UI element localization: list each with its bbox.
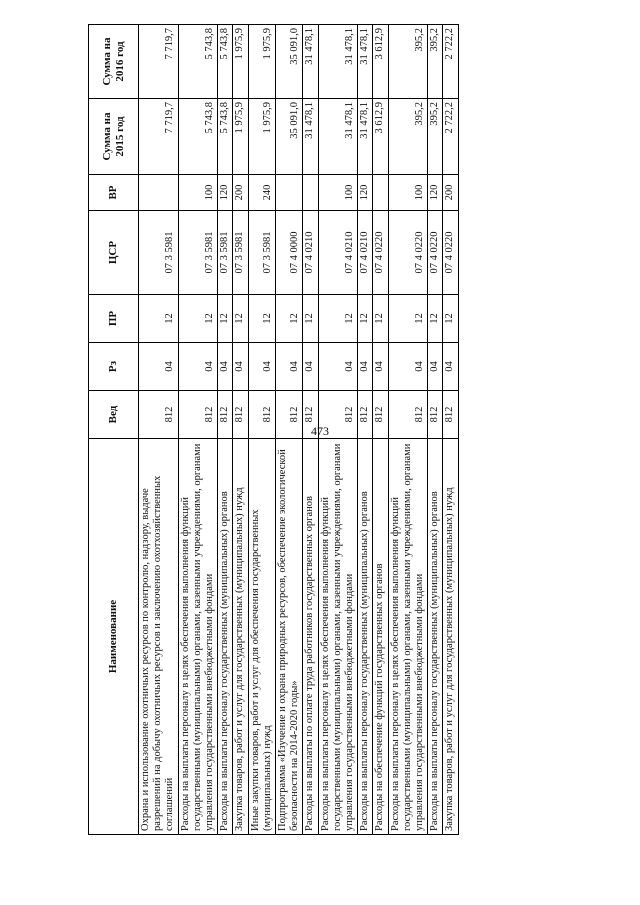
cell-name: Закупка товаров, работ и услуг для государственных (муниципальных) нужд [233,439,248,835]
cell-sum-2015: 1 975,9 [233,99,248,175]
cell-sum-2016: 35 091,0 [276,25,303,99]
cell-sum-2015: 5 743,8 [218,99,233,175]
cell-rz: 04 [358,343,373,391]
table-row [276,25,303,835]
cell-vr: 120 [218,175,233,211]
cell-sum-2015: 3 612,9 [373,99,388,175]
cell-vr: 100 [178,175,218,211]
cell-sum-2016: 2 722,2 [443,25,458,99]
table-row [178,25,218,835]
budget-table [88,24,459,835]
cell-name: Расходы на выплаты персоналу в целях обеспечения выполнения функций государственными (муниципальными) органами, казенными учреждениями, органами управления государственными внебюджетными фондами [388,439,428,835]
cell-rz: 04 [303,343,318,391]
cell-vr: 100 [388,175,428,211]
table-row [233,25,248,835]
cell-csr: 07 4 0220 [428,211,443,295]
cell-csr: 07 4 0220 [443,211,458,295]
table-row [248,25,275,835]
table-row [218,25,233,835]
header-sum-2016: Сумма на 2016 год [89,25,139,99]
cell-sum-2016: 1 975,9 [248,25,275,99]
table-row [388,25,428,835]
cell-ved: 812 [233,391,248,439]
cell-ved: 812 [218,391,233,439]
cell-csr: 07 4 0000 [276,211,303,295]
cell-pr: 12 [318,295,358,343]
cell-sum-2015: 31 478,1 [358,99,373,175]
cell-csr: 07 4 0210 [303,211,318,295]
cell-ved: 812 [443,391,458,439]
cell-vr [139,175,179,211]
cell-ved: 812 [248,391,275,439]
cell-pr: 12 [139,295,179,343]
cell-sum-2016: 395,2 [388,25,428,99]
cell-vr: 120 [358,175,373,211]
header-sum-2015: Сумма на 2015 год [89,99,139,175]
cell-pr: 12 [248,295,275,343]
cell-ved: 812 [428,391,443,439]
cell-sum-2016: 31 478,1 [318,25,358,99]
table-header-row [89,25,139,835]
cell-sum-2016: 31 478,1 [303,25,318,99]
cell-name: Расходы на выплаты по оплате труда работников государственных органов [303,439,318,835]
cell-sum-2016: 31 478,1 [358,25,373,99]
cell-csr: 07 4 0210 [358,211,373,295]
table-row [373,25,388,835]
cell-ved: 812 [178,391,218,439]
cell-vr [276,175,303,211]
table-body [139,25,459,835]
cell-name: Расходы на выплаты персоналу в целях обеспечения выполнения функций государственными (муниципальными) органами, казенными учреждениями, органами управления государственными внебюджетными фондами [178,439,218,835]
cell-ved: 812 [388,391,428,439]
cell-vr: 100 [318,175,358,211]
table-row [139,25,179,835]
cell-ved: 812 [358,391,373,439]
cell-sum-2016: 395,2 [428,25,443,99]
cell-pr: 12 [428,295,443,343]
cell-csr: 07 4 0220 [388,211,428,295]
cell-ved: 812 [139,391,179,439]
cell-rz: 04 [428,343,443,391]
cell-sum-2015: 35 091,0 [276,99,303,175]
cell-rz: 04 [233,343,248,391]
cell-ved: 812 [276,391,303,439]
cell-rz: 04 [178,343,218,391]
cell-rz: 04 [388,343,428,391]
table-row [443,25,458,835]
cell-name: Подпрограмма «Изучение и охрана природных ресурсов, обеспечение экологической безопасности на 2014-2020 годы» [276,439,303,835]
cell-sum-2016: 1 975,9 [233,25,248,99]
cell-name: Расходы на выплаты персоналу в целях обеспечения выполнения функций государственными (муниципальными) органами, казенными учреждениями, органами управления государственными внебюджетными фондами [318,439,358,835]
cell-rz: 04 [248,343,275,391]
table-row [428,25,443,835]
cell-rz: 04 [318,343,358,391]
cell-csr: 07 3 5981 [139,211,179,295]
cell-pr: 12 [303,295,318,343]
cell-name: Охрана и использование охотничьих ресурсов по контролю, надзору, выдаче разрешений на добычу охотничьих ресурсов и заключению охотхозяйственных соглашений [139,439,179,835]
cell-sum-2015: 31 478,1 [303,99,318,175]
cell-vr: 240 [248,175,275,211]
cell-sum-2016: 3 612,9 [373,25,388,99]
cell-csr: 07 3 5981 [248,211,275,295]
cell-vr: 200 [233,175,248,211]
cell-vr [303,175,318,211]
cell-csr: 07 4 0210 [318,211,358,295]
cell-sum-2015: 2 722,2 [443,99,458,175]
cell-pr: 12 [358,295,373,343]
table-row [318,25,358,835]
cell-sum-2015: 31 478,1 [318,99,358,175]
cell-csr: 07 3 5981 [218,211,233,295]
cell-rz: 04 [218,343,233,391]
cell-ved: 812 [318,391,358,439]
cell-csr: 07 4 0220 [373,211,388,295]
header-name: Наименование [89,439,139,835]
cell-pr: 12 [233,295,248,343]
header-ved: Вед [89,391,139,439]
header-vr: ВР [89,175,139,211]
cell-sum-2015: 1 975,9 [248,99,275,175]
cell-sum-2016: 5 743,8 [178,25,218,99]
cell-name: Расходы на выплаты персоналу государственных (муниципальных) органов [218,439,233,835]
cell-name: Расходы на обеспечение функций государственных органов [373,439,388,835]
cell-vr [373,175,388,211]
cell-rz: 04 [276,343,303,391]
cell-pr: 12 [443,295,458,343]
page-number: 473 [311,424,329,438]
cell-sum-2015: 395,2 [428,99,443,175]
cell-pr: 12 [276,295,303,343]
cell-name: Закупка товаров, работ и услуг для государственных (муниципальных) нужд [443,439,458,835]
table-row [303,25,318,835]
cell-sum-2015: 395,2 [388,99,428,175]
cell-vr: 120 [428,175,443,211]
cell-ved: 812 [373,391,388,439]
cell-sum-2016: 5 743,8 [218,25,233,99]
cell-rz: 04 [373,343,388,391]
cell-ved: 812 [303,391,318,439]
header-pr: ПР [89,295,139,343]
header-rz: Рз [89,343,139,391]
cell-rz: 04 [443,343,458,391]
table-row [358,25,373,835]
cell-name: Иные закупки товаров, работ и услуг для обеспечения государственных (муниципальных) нужд [248,439,275,835]
cell-csr: 07 3 5981 [178,211,218,295]
cell-sum-2015: 7 719,7 [139,99,179,175]
budget-table-container [88,25,578,835]
cell-pr: 12 [218,295,233,343]
cell-name: Расходы на выплаты персоналу государственных (муниципальных) органов [358,439,373,835]
cell-pr: 12 [178,295,218,343]
cell-vr: 200 [443,175,458,211]
cell-name: Расходы на выплаты персоналу государственных (муниципальных) органов [428,439,443,835]
cell-csr: 07 3 5981 [233,211,248,295]
cell-sum-2016: 7 719,7 [139,25,179,99]
cell-rz: 04 [139,343,179,391]
cell-pr: 12 [373,295,388,343]
cell-pr: 12 [388,295,428,343]
header-csr: ЦСР [89,211,139,295]
cell-sum-2015: 5 743,8 [178,99,218,175]
